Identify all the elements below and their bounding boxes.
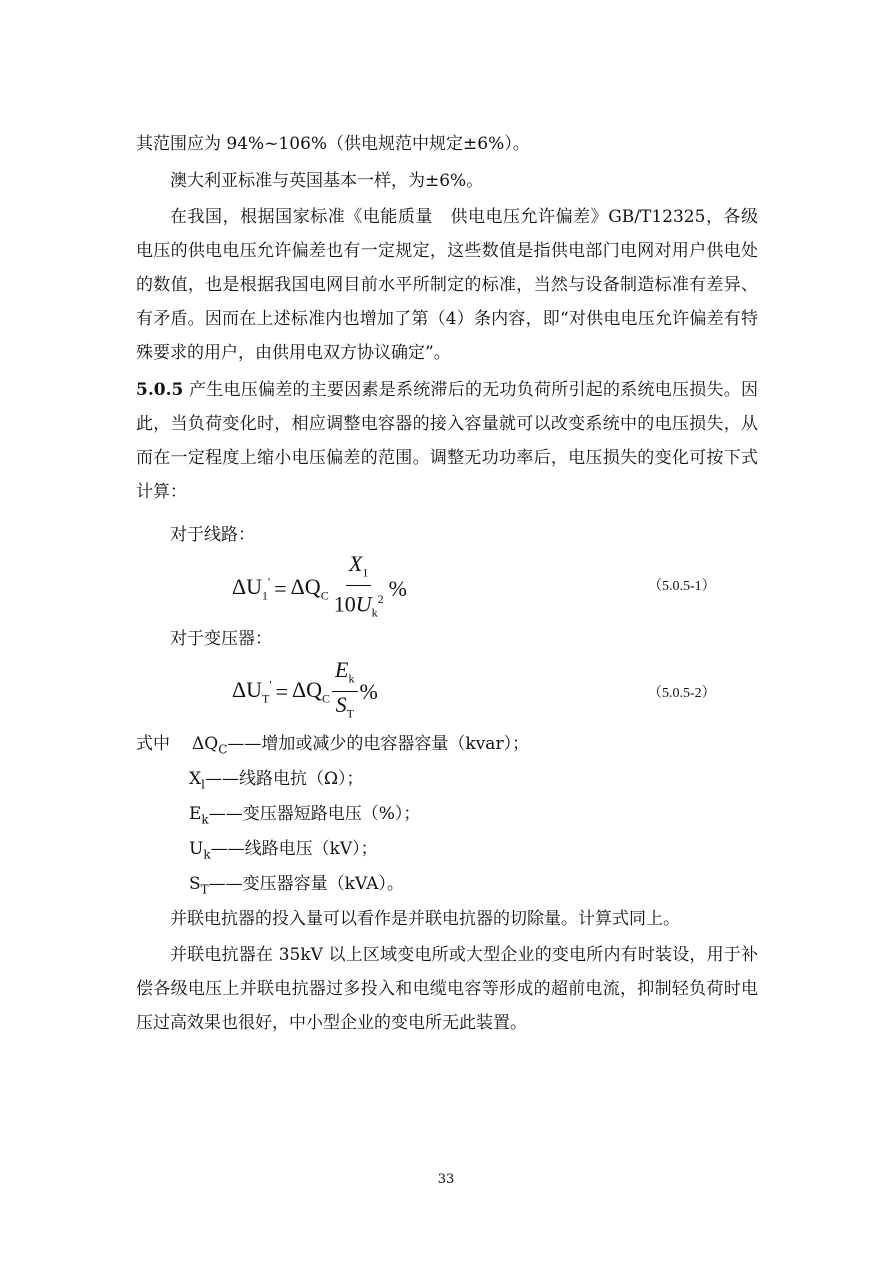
formula2-number: （5.0.5-2） [648, 686, 716, 701]
formula1-rhs-delta: $\Delta Q_C$ [290, 573, 329, 603]
definition-row-3: $E_k——$变压器短路电压（%）； [189, 804, 421, 827]
definition-row-1: 式中 $\Delta Q_C——$增加或减少的电容器容量（kvar）； [136, 734, 530, 757]
paragraph-reactor-installation: 并联电抗器在 35kV 以上区域变电所或大型企业的变电所内有时装设，用于补偿各级电压上并联电抗器过多投入和电缆电容等形成的超前电流，抑制轻负荷时电压过高效果也很好，中小型企业的变电所无此装置。 [136, 945, 758, 1033]
definition-intro: 式中 [136, 734, 170, 754]
formula1-number: （5.0.5-1） [648, 579, 716, 594]
paragraph-5-0-5 [136, 373, 758, 509]
formula1-lhs: $\Delta U_1'$ [232, 573, 271, 603]
formula-line: $\Delta U_1'$ = $\Delta Q_C$ $\frac{X_1}{10U_k^2}$ % [232, 552, 407, 625]
definition-row-5: $S_T——$变压器容量（kVA）。 [189, 874, 404, 897]
clause-text: 产生电压偏差的主要因素是系统滞后的无功负荷所引起的系统电压损失。因此，当负荷变化时，相应调整电容器的接入容量就可以改变系统中的电压损失，从而在一定程度上缩小电压偏差的范围。调整无功功率后，电压损失的变化可按下式计算： [136, 380, 758, 502]
clause-number: 5.0.5 [136, 380, 184, 400]
label-for-line: 对于线路： [170, 525, 255, 545]
page-number: 33 [437, 1172, 455, 1187]
definition-row-2: $X_l——$线路电抗（Ω）； [189, 769, 364, 792]
formula1-fraction: $\frac{X_1}{10U_k^2}$ [333, 551, 384, 621]
paragraph-china-standard: 在我国，根据国家标准《电能质量 供电电压允许偏差》GB/T12325，各级电压的供电电压允许偏差也有一定规定，这些数值是指供电部门电网对用户供电处的数值，也是根据我国电网目前水平所制定的标准，当然与设备制造标准有差异、有矛盾。因而在上述标准内也增加了第（4）条内容，即“对供电电压允许偏差有特殊要求的用户，由供用电双方协议确定”。 [136, 207, 758, 363]
definition-row-4: $U_k——$线路电压（kV）； [189, 839, 378, 862]
paragraph-reactor-switching: 并联电抗器的投入量可以看作是并联电抗器的切除量。计算式同上。 [170, 909, 680, 929]
paragraph-australia: 澳大利亚标准与英国基本一样，为±6%。 [170, 171, 484, 191]
formula-transformer: $\Delta U_T'$ = $\Delta Q_C$ $\frac{E_k}{S_T}$ % [232, 658, 378, 726]
paragraph-range: 其范围应为 94%~106%（供电规范中规定±6%）。 [136, 134, 530, 154]
label-for-transformer: 对于变压器： [170, 629, 272, 649]
formula2-lhs: $\Delta U_T'$ [232, 677, 272, 706]
formula2-rhs-delta: $\Delta Q_C$ [291, 677, 331, 706]
formula2-fraction: $\frac{E_k}{S_T}$ [332, 658, 357, 726]
